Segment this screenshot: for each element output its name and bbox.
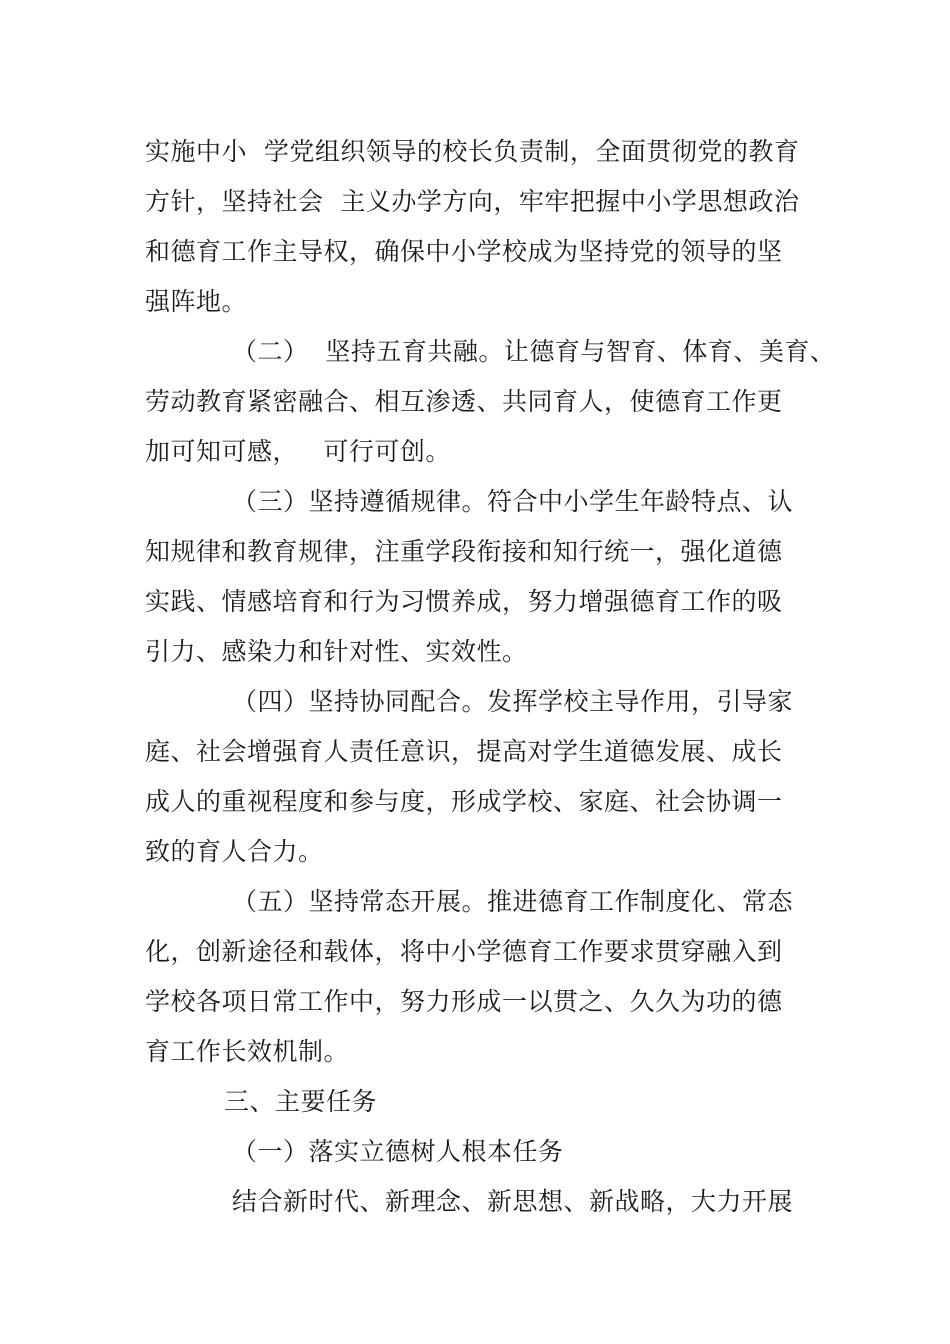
text-line: （三）坚持遵循规律。符合中小学生年龄特点、认 [232,487,794,516]
text-line: 致的育人合力。 [145,837,324,866]
text-line: 和德育工作主导权，确保中小学校成为坚持党的领导的坚 [145,237,783,266]
text-line: 学校各项日常工作中，努力形成一以贯之、久久为功的德 [145,987,783,1016]
text-line: 方针，坚持社会 主义办学方向，牢牢把握中小学思想政治 [145,187,800,216]
text-line: 劳动教育紧密融合、相互渗透、共同育人，使德育工作更 [145,387,783,416]
text-line: （二） 坚持五育共融。让德育与智育、体育、美育、 [232,337,836,366]
text-line: 化，创新途径和载体，将中小学德育工作要求贯穿融入到 [145,937,783,966]
subsection-heading: （一）落实立德树人根本任务 [232,1137,564,1166]
text-line: （四）坚持协同配合。发挥学校主导作用，引导家 [232,687,794,716]
text-line: 实践、情感培育和行为习惯养成，努力增强德育工作的吸 [145,587,783,616]
text-line: （五）坚持常态开展。推进德育工作制度化、常态 [232,887,794,916]
text-line: 庭、社会增强育人责任意识，提高对学生道德发展、成长 [145,737,783,766]
text-line: 引力、感染力和针对性、实效性。 [145,637,528,666]
text-line: 成人的重视程度和参与度，形成学校、家庭、社会协调一 [145,787,783,816]
text-line: 结合新时代、新理念、新思想、新战略，大力开展 [232,1187,794,1216]
section-heading: 三、主要任务 [224,1087,378,1116]
text-line: 加可知可感， 可行可创。 [145,437,451,466]
text-line: 强阵地。 [145,287,248,316]
text-line: 实施中小 学党组织领导的校长负责制，全面贯彻党的教育 [145,137,800,166]
text-line: 育工作长效机制。 [145,1037,350,1066]
text-line: 知规律和教育规律，注重学段衔接和知行统一，强化道德 [145,537,783,566]
